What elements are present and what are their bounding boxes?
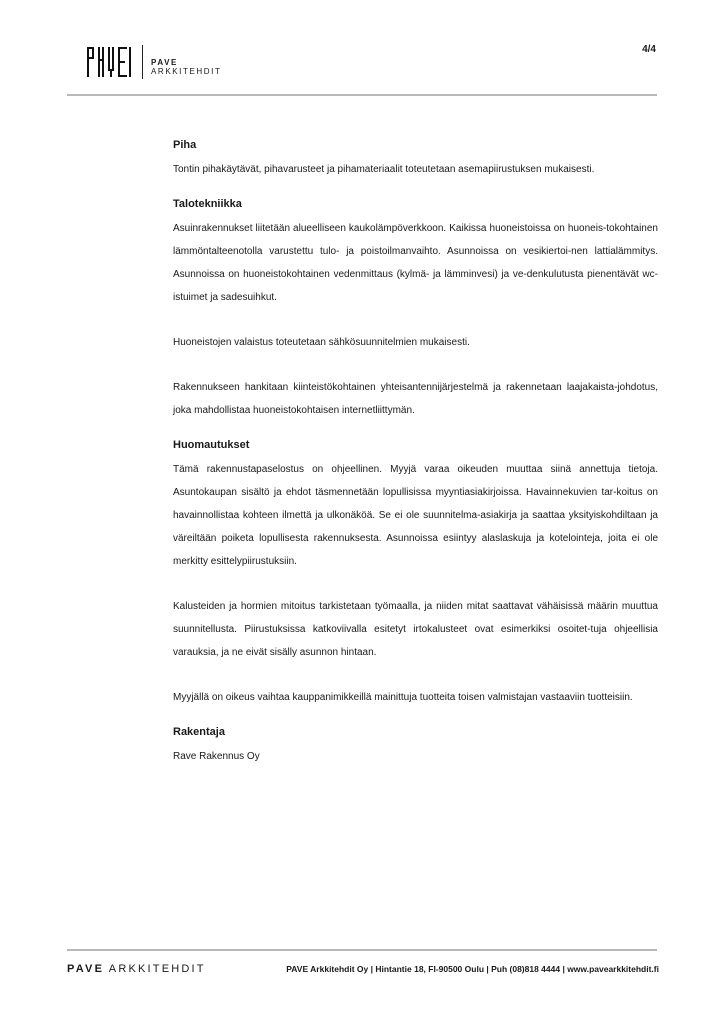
paragraph: Tontin pihakäytävät, pihavarusteet ja pihamateriaalit toteutetaan asemapiirustuksen mukaisesti. xyxy=(173,164,595,175)
paragraph: Tämä rakennustapaselostus on ohjeellinen. Myyjä varaa oikeuden muuttaa siinä annettuja tietoja. Asuntokaupan sisältö ja ehdot täsmennetään lopullisissa myyntiasiakirjoissa. Havainnekuvien tar-koitus on havainnollistaa kohteen ilmettä ja ulkonäköä. Se ei ole suunnitelma-asiakirja ja saattaa yksityiskohdiltaan ja väreiltään poiketa lopullisesta rakennuksesta. Asunnoissa esiintyy alaslaskuja ja kotelointeja, joita ei ole merkitty esittelypiirustuksiin. xyxy=(173,464,658,567)
paragraph: Asuinrakennukset liitetään alueelliseen kaukolämpöverkkoon. Kaikissa huoneistoissa on huoneis-tokohtainen lämmöntalteenotolla varustettu tulo- ja poistoilmanvaihto. Asunnoissa on vesikiertoi-nen lattialämmitys. Asunnoissa on huoneistokohtainen vedenmittaus (kylmä- ja lämminvesi) ja ve-denkulutusta pienentävät wc-istuimet ja sadesuihkut. xyxy=(173,223,658,303)
section-heading: Piha xyxy=(173,139,197,151)
section-rakentaja xyxy=(173,724,658,768)
section-heading: Talotekniikka xyxy=(173,198,242,210)
document-body xyxy=(173,137,658,783)
footer-divider xyxy=(67,949,657,951)
logo-divider xyxy=(142,45,143,79)
footer-contact: PAVE Arkkitehdit Oy | Hintantie 18, FI-90500 Oulu | Puh (08)818 4444 | www.pavearkkitehdit.fi xyxy=(286,964,659,974)
section-heading: Rakentaja xyxy=(173,726,225,738)
pave-logo-mark-icon xyxy=(87,47,133,77)
logo-line1: PAVE xyxy=(151,57,178,67)
paragraph: Rave Rakennus Oy xyxy=(173,751,260,762)
paragraph: Huoneistojen valaistus toteutetaan sähkösuunnitelmien mukaisesti. xyxy=(173,337,470,348)
section-heading: Huomautukset xyxy=(173,439,250,451)
header-divider xyxy=(67,94,657,96)
section-huomautukset xyxy=(173,437,658,709)
paragraph: Kalusteiden ja hormien mitoitus tarkistetaan työmaalla, ja niiden mitat saattavat vähäisissä määrin muuttua suunnitellusta. Piirustuksissa katkoviivalla esitetyt irtokalusteet ovat esimerkiksi osoitet-tuja ohjeellisia varauksia, ja ne eivät sisälly asunnon hintaan. xyxy=(173,601,658,658)
footer-logo xyxy=(67,963,206,975)
section-piha xyxy=(173,137,658,181)
header-logo xyxy=(87,45,222,79)
logo-wordmark xyxy=(151,49,222,76)
section-talotekniikka xyxy=(173,196,658,422)
logo-line2: ARKKITEHDIT xyxy=(151,66,222,76)
page-number: 4/4 xyxy=(642,44,656,55)
paragraph: Rakennukseen hankitaan kiinteistökohtainen yhteisantennijärjestelmä ja rakennetaan laajakaista-johdotus, joka mahdollistaa huoneistokohtaisen internetliittymän. xyxy=(173,382,658,416)
footer-logo-bold: PAVE xyxy=(67,963,105,975)
paragraph: Myyjällä on oikeus vaihtaa kauppanimikkeillä mainittuja tuotteita toisen valmistajan vastaaviin tuotteisiin. xyxy=(173,692,633,703)
footer-logo-light: ARKKITEHDIT xyxy=(108,963,206,975)
